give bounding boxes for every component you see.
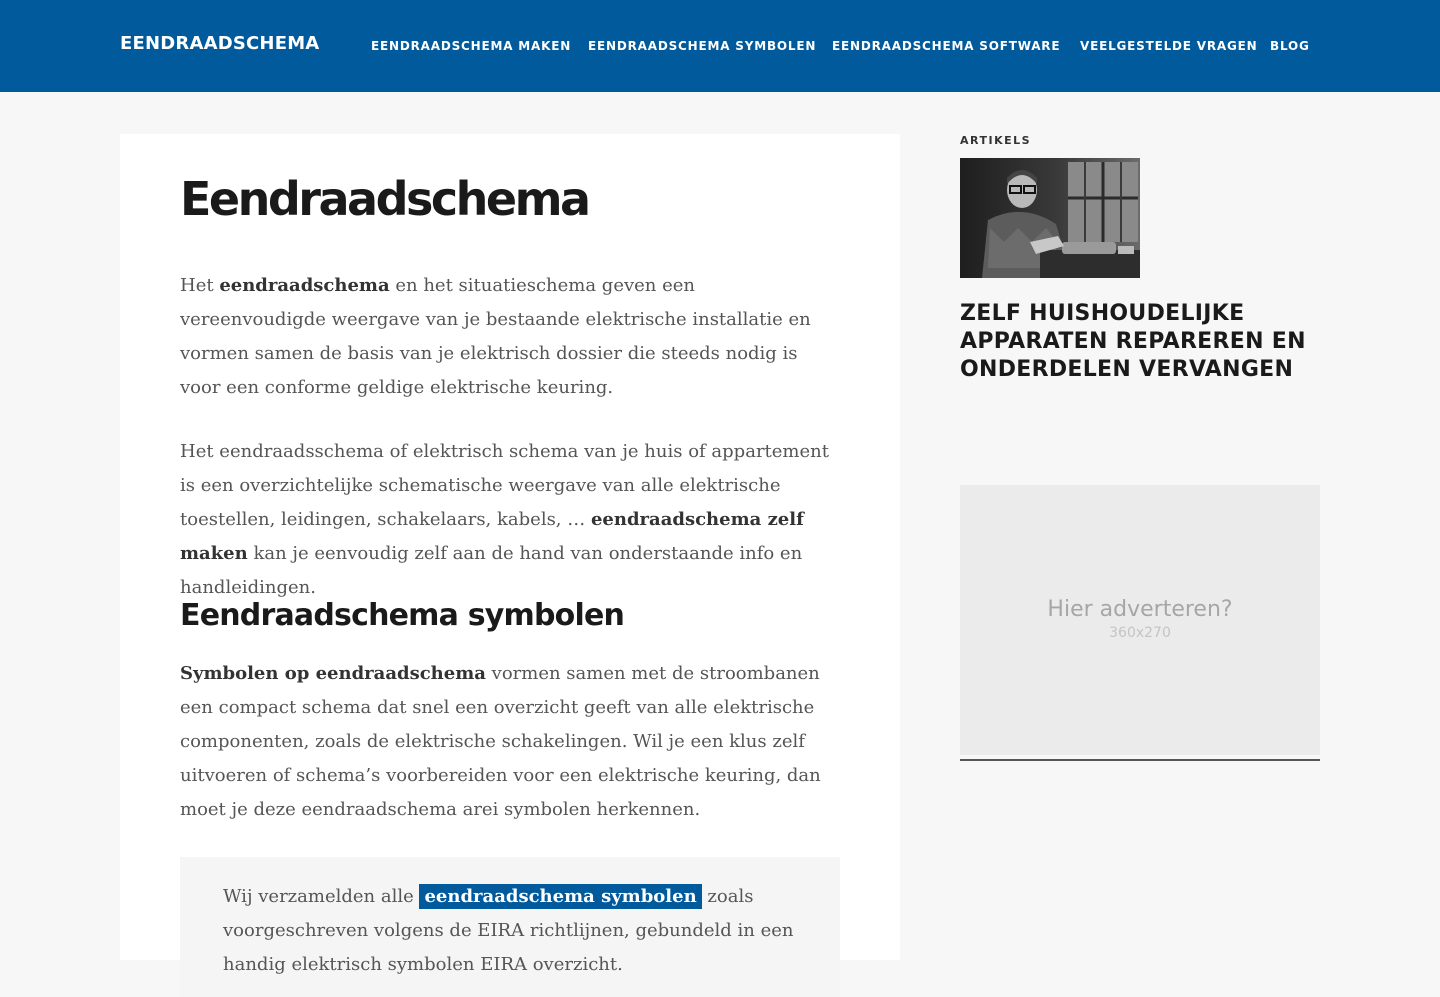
schema-text-2: kan je eenvoudig zelf aan de hand van onderstaande info en handleidingen. bbox=[180, 543, 803, 598]
callout-text bbox=[223, 880, 803, 982]
site-header bbox=[0, 0, 1440, 92]
article-thumbnail[interactable] bbox=[960, 158, 1140, 278]
intro-paragraph bbox=[180, 269, 840, 405]
section-heading-symbolen: Eendraadschema symbolen bbox=[180, 598, 625, 633]
main-nav bbox=[0, 39, 1440, 55]
nav-item-eendraadschema-symbolen[interactable]: EENDRAADSCHEMA SYMBOLEN bbox=[588, 39, 817, 53]
symbolen-paragraph bbox=[180, 657, 840, 827]
schema-text-1: Het eendraadsschema of elektrisch schema van je huis of appartement is een overzichtelijke schematische weergave van alle elektrische toestellen, leidingen, schakelaars, kabels, … bbox=[180, 441, 829, 530]
schema-bold: eendraadschema zelf maken bbox=[180, 509, 804, 564]
nav-item-eendraadschema-software[interactable]: EENDRAADSCHEMA SOFTWARE bbox=[832, 39, 1061, 53]
repairman-photo-icon bbox=[960, 158, 1140, 278]
schema-paragraph bbox=[180, 435, 840, 605]
nav-item-veelgestelde-vragen[interactable]: VEELGESTELDE VRAGEN bbox=[1080, 39, 1258, 53]
ad-placeholder[interactable] bbox=[960, 485, 1320, 755]
ad-size-text: 360x270 bbox=[1109, 625, 1171, 641]
symbolen-bold: Symbolen op eendraadschema bbox=[180, 663, 486, 684]
symbolen-text: vormen samen met de stroombanen een compact schema dat snel een overzicht geeft van alle elektrische componenten, zoals de elektrische schakelingen. Wil je een klus zelf uitvoeren of schema’s voorbereiden voor een elektrische keuring, dan moet je deze eendraadschema arei symbolen herkennen. bbox=[180, 663, 821, 820]
symbolen-link[interactable]: eendraadschema symbolen bbox=[419, 884, 701, 909]
intro-bold: eendraadschema bbox=[219, 275, 390, 296]
callout-text-2: zoals voorgeschreven volgens de EIRA richtlijnen, gebundeld in een handig elektrisch symbolen EIRA overzicht. bbox=[223, 886, 794, 975]
callout-text-1: Wij verzamelden alle bbox=[223, 886, 420, 907]
widget-title-artikels: ARTIKELS bbox=[960, 134, 1032, 147]
main-content bbox=[120, 134, 900, 975]
ad-main-text: Hier adverteren? bbox=[1047, 597, 1233, 622]
nav-item-blog[interactable]: BLOG bbox=[1270, 39, 1310, 53]
page-title: Eendraadschema bbox=[180, 172, 589, 226]
site-title-link[interactable]: EENDRAADSCHEMA bbox=[120, 33, 320, 54]
intro-text-2: en het situatieschema geven een vereenvoudigde weergave van je bestaande elektrische installatie en vormen samen de basis van je elektrisch dossier die steeds nodig is voor een conforme geldige elektrische keuring. bbox=[180, 275, 811, 398]
intro-text-1: Het bbox=[180, 275, 220, 296]
callout-box bbox=[180, 857, 840, 997]
divider bbox=[960, 759, 1320, 761]
article-title-link[interactable]: ZELF HUISHOUDELIJKE APPARATEN REPAREREN EN ONDERDELEN VERVANGEN bbox=[960, 301, 1306, 382]
nav-item-eendraadschema-maken[interactable]: EENDRAADSCHEMA MAKEN bbox=[371, 39, 572, 53]
